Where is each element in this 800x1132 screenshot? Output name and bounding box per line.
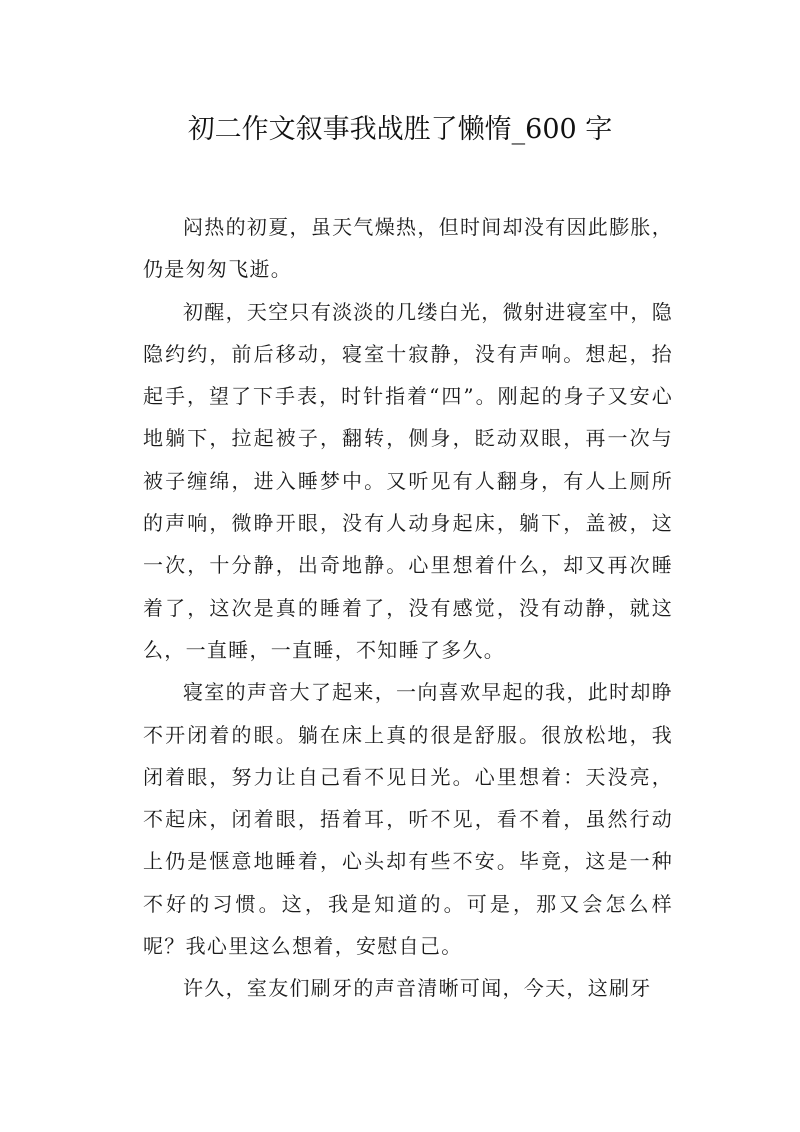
paragraph: 闷热的初夏，虽天气燥热，但时间却没有因此膨胀，仍是匆匆飞逝。 (143, 215, 673, 282)
document-body (143, 206, 673, 1010)
paragraph: 初醒，天空只有淡淡的几缕白光，微射进寝室中，隐隐约约，前后移动，寝室十寂静，没有声响。想起，抬起手，望了下手表，时针指着“四”。刚起的身子又安心地躺下，拉起被子，翻转，侧身，眨动双眼，再一次与被子缠绵，进入睡梦中。又听见有人翻身，有人上厕所的声响，微睁开眼，没有人动身起床，躺下，盖被，这一次，十分静，出奇地静。心里想着什么，却又再次睡着了，这次是真的睡着了，没有感觉，没有动静，就这么，一直睡，一直睡，不知睡了多久。 (143, 299, 673, 662)
document-title: 初二作文叙事我战胜了懒惰_600 字 (187, 114, 613, 145)
paragraph: 寝室的声音大了起来，一向喜欢早起的我，此时却睁不开闭着的眼。躺在床上真的很是舒服。很放松地，我闭着眼，努力让自己看不见日光。心里想着：天没亮，不起床，闭着眼，捂着耳，听不见，看不着，虽然行动上仍是惬意地睡着，心头却有些不安。毕竟，这是一种不好的习惯。这，我是知道的。可是，那又会怎么样呢？我心里这么想着，安慰自己。 (143, 680, 673, 959)
paragraph: 许久，室友们刷牙的声音清晰可闻，今天，这刷牙 (183, 976, 652, 1001)
